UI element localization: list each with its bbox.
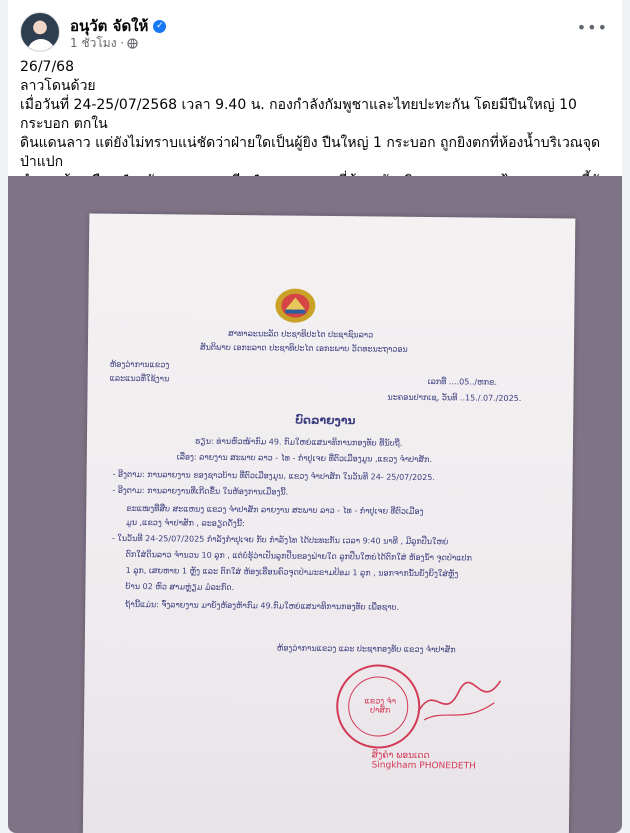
lao-emblem-icon [273, 285, 317, 323]
post-photo[interactable] [8, 176, 622, 833]
doc-body-line: ຂະແໜງທີ່ສືບ ສະແຫນງ ແຂວງ ຈໍາປາສັກ ລາຍງານ ສະພາບ ລາວ - ໄທ - ກໍາປູເຈຍ ທີ່ຕົວເມືອງ [126, 503, 424, 516]
signer-name [372, 750, 476, 771]
stamp-text: ແຂວງ ຈໍາປາສັກ [364, 696, 397, 715]
post-card [8, 0, 622, 833]
doc-ref-no: ເລກທີ່ ....05../ຫກຂ. [427, 377, 498, 387]
post-line: เมื่อวันที่ 24-25/07/2568 เวลา 9.40 น. กองกำลังกัมพูชาและไทยปะทะกัน โดยมีปืนใหญ่ 10 กระบอก ตกใน [20, 97, 582, 132]
doc-body-line: ຮຽນ: ທ່ານຫົວໜ້າກົມ 49. ກົມໃຫຍ່ແສນາທິການກອງທັບ ທີ່ນັບຖື. [194, 436, 403, 448]
doc-body-line: - ໃນວັນທີ 24-25/07/2025 ກໍາລັງກໍາປູເຈຍ ກັບ ກໍາລັງໄທ ໄດ້ປະທະກັນ ເວລາ 9:40 ນາທີ , ມີລູກປືນໃຫຍ່ [111, 533, 449, 547]
doc-body-line: - ອີງຕາມ: ການລາຍງານທີ່ເກີດຂຶ້ນ ໃນຫ້ອງການເມືອງນີ້. [112, 485, 289, 497]
doc-body-line: ມູນ ,ແຂວງ ຈໍາປາສັກ , ລະອຽດດັ່ງນີ້: [126, 517, 245, 529]
globe-icon [127, 38, 138, 49]
post-header [20, 12, 610, 52]
more-options-icon[interactable]: ••• [576, 18, 608, 37]
doc-body-line: ຕົກໃສ່ດິນລາວ ຈໍານວນ 10 ລູກ , ແຕ່ບໍ່ຮູ້ວ່າເປັນລູກປືນຂອງຝ່າຍໃດ ລູກປືນໃຫຍ່ໄດ້ຕົກໃສ່ ຫ້ອງນໍ້າ ຈຸດປ່າແປກ [125, 549, 472, 563]
document-paper [83, 213, 576, 833]
avatar[interactable] [20, 12, 60, 52]
official-stamp [336, 664, 421, 749]
doc-body-line: ເລື່ອງ: ລາຍງານ ສະພາບ ລາວ - ໄທ - ກໍາປູເຈຍ ທີ່ຕົວເມືອງມູນ ,ແຂວງ ຈໍາປາສັກ. [176, 452, 432, 465]
doc-body-line: ຖ້ານີ້ແມ່ນ: ຈົ່ງລາຍງານ ມາຍັງຫ້ອງຫ້າກົມ 49.ກົມໃຫຍ່ແສນາທິການກອງທັບ ເພື່ອຊາບ. [125, 599, 400, 612]
doc-dept-line2: ແລະແນວທີ່ໃຊ້ງານ [109, 373, 170, 384]
post-line: ดินแดนลาว แต่ยังไม่ทราบแน่ชัดว่าฝ่ายใดเป็นผู้ยิง ปืนใหญ่ 1 กระบอก ถูกยิงตกที่ห้องน้ำบริเวณจุดป่าแปก [20, 135, 601, 170]
doc-body-line: - ອີງຕາມ: ການລາຍງານ ຂອງຊາວບ້ານ ທີ່ຕົວເມືອງມູນ, ແຂວງ ຈໍາປາສັກ ໃນວັນທີ 24- 25/07/2025. [112, 469, 435, 483]
handwritten-signature-icon [414, 672, 505, 733]
signer-latin: Singkham PHONEDETH [371, 760, 476, 772]
post-meta [70, 34, 138, 53]
doc-office-line: ຫ້ອງວ່າການແຂວງ ແລະ ປະຊາກອງທັບ ແຂວງ ຈໍາປາສັກ [276, 643, 456, 655]
doc-body-line: ບ້ານ 02 ຫົວ ສາມຫຼ່ຽມ ມໍລະກົດ. [125, 581, 235, 593]
post-time[interactable]: 1 ชั่วโมง · [70, 36, 125, 50]
signer-lao: ສິງຄໍາ ພອນເດດ [371, 750, 430, 762]
author-name[interactable]: อนุวัต จัดให้ [70, 17, 149, 35]
doc-dept-line1: ຫ້ອງວ່າການແຂວງ [109, 359, 170, 370]
doc-header-line2: ສັນຕິພາບ ເອກະລາດ ປະຊາທິປະໄຕ ເອກະພາບ ວັດທະນະຖາວອນ [199, 342, 408, 354]
post-line: 26/7/68 [20, 59, 74, 75]
post-line: ลาวโดนด้วย [20, 78, 96, 94]
doc-header-line1: ສາທາລະນະລັດ ປະຊາທິປະໄຕ ປະຊາຊົນລາວ [228, 328, 374, 340]
doc-body-line: 1 ລູກ, ເສຍຫາຍ 1 ຫຼັງ ແລະ ຕົກໃສ່ ຫ້ອງເຮືອນຄົວຈຸດປ່າມະຂາມປ້ອມ 1 ລູກ , ນອກຈາກນັ້ນຍັງຍິງໃສ່ຫຼັງ [125, 565, 459, 579]
doc-date: ນະຄອນປາກເຊ, ວັນທີ ..15./.07./2025. [387, 392, 522, 404]
doc-title: ບົດລາຍງານ [295, 413, 356, 428]
verified-badge-icon: ✓ [153, 20, 166, 33]
